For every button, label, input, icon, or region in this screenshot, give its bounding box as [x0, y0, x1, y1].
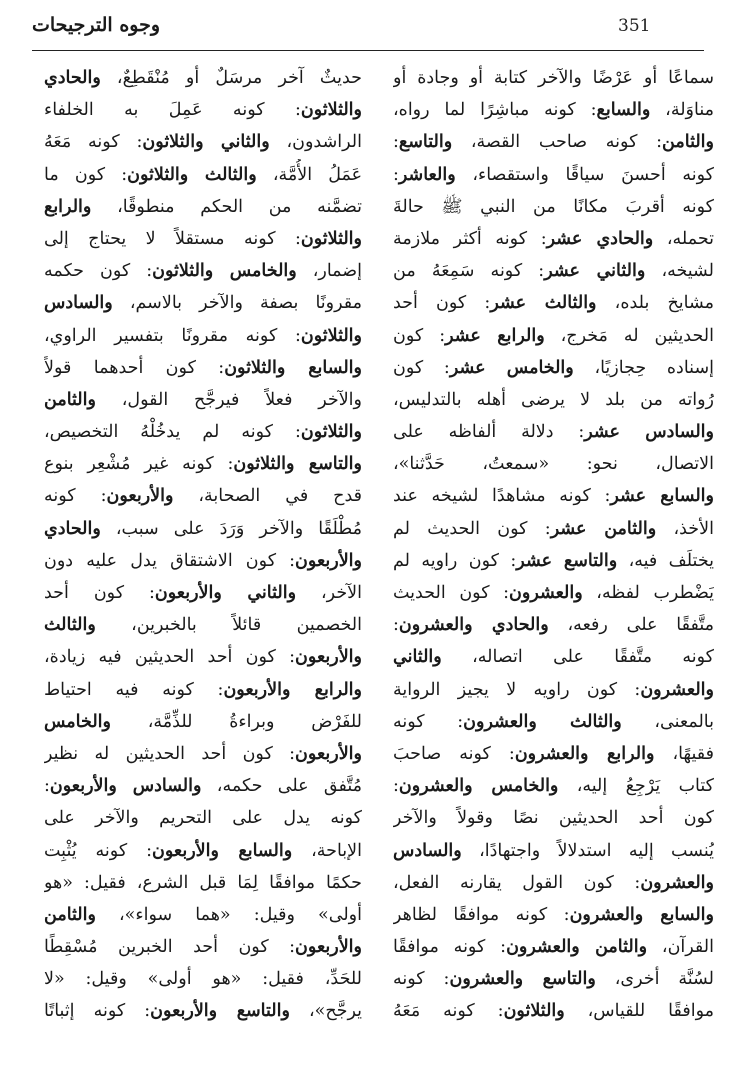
- bold-ordinal-term: والعشرون: [640, 679, 714, 700]
- text-run: : كون: [393, 357, 450, 378]
- text-line: [44, 480, 362, 512]
- text-line: [44, 867, 362, 899]
- bold-ordinal-term: والثلاثون: [300, 325, 362, 346]
- text-line: [44, 384, 362, 416]
- text-line: [44, 255, 362, 287]
- bold-ordinal-term: والثلاثون: [300, 422, 362, 443]
- text-run: الحديثين له مَخرج،: [544, 325, 714, 346]
- bold-ordinal-term: والعاشر: [398, 164, 456, 185]
- bold-ordinal-term: والعشرون: [640, 872, 714, 893]
- text-line: [393, 835, 714, 867]
- text-run: : كون حكمه: [44, 261, 153, 282]
- bold-ordinal-term: والثلاثون: [300, 228, 362, 249]
- text-line: [44, 577, 362, 609]
- text-run: : كون الاشتقاق يدل عليه دون: [44, 550, 296, 571]
- text-line: [393, 320, 714, 352]
- text-run: مقرونًا بصفة والآخر بالاسم،: [112, 293, 362, 314]
- text-run: : كون أحد: [393, 293, 491, 314]
- text-line: [393, 609, 714, 641]
- bold-ordinal-term: والسابع والأربعون: [151, 840, 293, 861]
- text-run: يَضْطرب لفظه،: [582, 583, 714, 603]
- text-run: والآخر فعلاً فيرجَّح القول،: [95, 389, 362, 410]
- text-run: : كون القول يقارنه الفعل،: [393, 872, 641, 893]
- text-line: [44, 706, 362, 738]
- bold-ordinal-term: والسابع: [596, 100, 651, 121]
- page-header: [32, 14, 704, 51]
- text-run: : كون الحديث: [393, 583, 510, 603]
- text-run: كتاب يَرْجِعُ إليه،: [558, 776, 714, 797]
- text-run: : كونه إثباتًا: [44, 1001, 151, 1022]
- text-run: : كون: [393, 325, 446, 346]
- text-run: الأخذ،: [656, 518, 714, 539]
- bold-ordinal-term: والخامس والعشرون: [398, 776, 559, 797]
- text-run: يختلَف فيه،: [617, 550, 714, 571]
- bold-ordinal-term: والتاسع: [398, 132, 453, 153]
- text-line: [44, 770, 362, 802]
- text-run: : كون الحديث لم: [393, 518, 551, 539]
- bold-ordinal-term: والرابع والعشرون: [514, 743, 655, 764]
- text-run: : كونه مباشِرًا لما رواه،: [393, 100, 597, 121]
- bold-ordinal-term: والرابع: [44, 196, 92, 217]
- text-run: كونه أحسنَ سياقًا واستقصاء،: [455, 164, 714, 185]
- text-run: القرآن،: [647, 937, 714, 958]
- text-run: يرجَّح»،: [289, 1001, 362, 1022]
- text-run: حكمًا موافقًا لِمَا قبل الشرع، فقيل: «هو: [44, 872, 362, 893]
- text-run: الإباحة،: [292, 840, 362, 861]
- text-run: تضمَّنه من الحكم منطوقًا،: [91, 196, 362, 217]
- text-line: [393, 931, 714, 963]
- right-text-column: [393, 62, 714, 1028]
- text-line: [393, 706, 714, 738]
- text-line: [44, 126, 362, 158]
- text-run: : كونه مشاهدًا لشيخه عند: [393, 486, 611, 507]
- bold-ordinal-term: والتاسع والعشرون: [449, 969, 596, 990]
- text-run: مُطْلَقًا والآخر وَرَدَ على سبب،: [100, 518, 362, 539]
- text-run: : كونه صاحب القصة،: [452, 132, 663, 153]
- text-line: [393, 223, 714, 255]
- bold-ordinal-term: والرابع عشر: [445, 325, 545, 346]
- left-text-column: [44, 62, 362, 1028]
- bold-ordinal-term: والثلاثون: [503, 1001, 565, 1022]
- text-line: [393, 352, 714, 384]
- text-line: [44, 416, 362, 448]
- text-run: :: [393, 164, 399, 185]
- text-line: [393, 94, 714, 126]
- text-run: أولى» وقيل: «هما سواء»،: [95, 904, 362, 925]
- text-line: [44, 674, 362, 706]
- bold-ordinal-term: والثالث والعشرون: [463, 711, 622, 732]
- text-line: [44, 545, 362, 577]
- bold-ordinal-term: والثاني والأربعون: [154, 583, 297, 603]
- bold-ordinal-term: والأربعون: [106, 486, 174, 507]
- text-line: [393, 255, 714, 287]
- text-line: [393, 674, 714, 706]
- bold-ordinal-term: والحادي: [44, 68, 101, 88]
- text-run: : كونه: [44, 486, 107, 507]
- bold-ordinal-term: والثاني والثلاثون: [142, 132, 270, 153]
- text-run: مناوَلة،: [650, 100, 714, 121]
- text-run: : كون أحدهما قولاً: [44, 357, 225, 378]
- bold-ordinal-term: والثاني: [393, 647, 442, 668]
- text-run: سماعًا أو عَرْضًا والآخر كتابة أو وجادة أو: [393, 68, 714, 88]
- bold-ordinal-term: والأربعون: [295, 937, 362, 958]
- text-line: [44, 191, 362, 223]
- text-run: : كونه مقرونًا بتفسير الراوي،: [44, 325, 301, 346]
- text-line: [44, 448, 362, 480]
- bold-ordinal-term: والخامس عشر: [449, 357, 574, 378]
- text-run: تحمله،: [653, 228, 714, 249]
- text-run: عَمَلُ الأُمَّة،: [256, 164, 362, 185]
- text-run: : كون ما: [44, 164, 128, 185]
- bold-ordinal-term: والثاني عشر: [544, 261, 646, 282]
- bold-ordinal-term: والسابع عشر: [610, 486, 714, 507]
- text-line: [44, 899, 362, 931]
- text-line: [393, 287, 714, 319]
- text-line: [44, 835, 362, 867]
- page-number: 351: [618, 16, 651, 36]
- bold-ordinal-term: والسادس: [44, 293, 113, 314]
- bold-ordinal-term: والخامس والثلاثون: [152, 261, 297, 282]
- text-run: : كونه يُثْبِت: [44, 840, 152, 861]
- text-line: [393, 899, 714, 931]
- bold-ordinal-term: والعشرون: [509, 583, 583, 603]
- text-run: :: [393, 132, 399, 153]
- text-run: الاتصال، نحو: «سمعتُ، حَدَّثنا»،: [393, 454, 714, 475]
- bold-ordinal-term: والسابع والعشرون: [569, 904, 714, 925]
- bold-ordinal-term: والأربعون: [295, 647, 362, 668]
- text-run: مشايخ بلده،: [596, 293, 714, 314]
- text-run: : كون راويه لم: [393, 550, 517, 571]
- text-line: [393, 513, 714, 545]
- text-line: [44, 802, 362, 834]
- text-run: للحَدِّ، فقيل: «هو أولى» وقيل: «لا: [44, 969, 362, 990]
- text-run: :: [393, 615, 399, 636]
- text-run: :: [44, 776, 50, 797]
- text-line: [393, 416, 714, 448]
- text-line: [393, 770, 714, 802]
- bold-ordinal-term: والثامن: [662, 132, 714, 153]
- bold-ordinal-term: والثامن: [44, 904, 96, 925]
- text-line: [44, 931, 362, 963]
- text-run: : كون أحد الحديثين له نظير: [44, 743, 296, 764]
- text-run: : كونه مستقلاً لا يحتاج إلى: [44, 228, 301, 249]
- text-run: : كونه: [393, 711, 464, 732]
- text-run: إسناده حِجازيًا،: [573, 357, 714, 378]
- text-run: : كونه سَمِعَهُ من: [393, 261, 545, 282]
- text-run: مُتَّفق على حكمه،: [201, 776, 362, 797]
- text-run: : كونه فيه احتياط: [44, 679, 224, 700]
- bold-ordinal-term: والتاسع عشر: [516, 550, 618, 571]
- text-run: بالمعنى،: [621, 711, 714, 732]
- text-run: للفَرْض وبراءةُ للذِّمَّة،: [110, 711, 362, 732]
- text-line: [44, 963, 362, 995]
- text-line: [393, 62, 714, 94]
- text-run: يُنسب إليه استدلالاً واجتهادًا،: [461, 840, 714, 861]
- bold-ordinal-term: والسادس: [393, 840, 462, 861]
- text-run: لشيخه،: [645, 261, 714, 282]
- text-line: [393, 963, 714, 995]
- text-run: : كونه مَعَهُ: [393, 1001, 504, 1022]
- text-line: [44, 320, 362, 352]
- bold-ordinal-term: والسابع والثلاثون: [224, 357, 362, 378]
- text-run: كونه يدل على التحريم والآخر على: [44, 808, 362, 829]
- text-line: [393, 384, 714, 416]
- text-run: لسُنَّة أخرى،: [595, 969, 714, 990]
- text-run: قدح في الصحابة،: [173, 486, 362, 507]
- text-line: [393, 545, 714, 577]
- text-line: [393, 738, 714, 770]
- text-line: [393, 577, 714, 609]
- bold-ordinal-term: والحادي عشر: [546, 228, 654, 249]
- text-run: موافقًا للقياس،: [564, 1001, 714, 1022]
- bold-ordinal-term: والثلاثون: [300, 100, 362, 121]
- text-run: فقيهًا،: [654, 743, 714, 764]
- text-run: إضمار،: [296, 261, 362, 282]
- bold-ordinal-term: والثامن والعشرون: [506, 937, 648, 958]
- text-line: [44, 995, 362, 1027]
- text-line: [44, 641, 362, 673]
- text-line: [393, 480, 714, 512]
- bold-ordinal-term: والحادي: [44, 518, 101, 539]
- text-run: كونه أقربَ مكانًا من النبي ﷺ حالةَ: [393, 196, 714, 217]
- text-run: : كونه: [393, 969, 450, 990]
- text-run: : كونه موافقًا: [393, 937, 507, 958]
- text-line: [44, 159, 362, 191]
- bold-ordinal-term: والتاسع والثلاثون: [233, 454, 362, 475]
- text-run: الخصمين قائلاً بالخبرين،: [95, 615, 362, 636]
- bold-ordinal-term: والثالث: [44, 615, 96, 636]
- text-run: : كونه أكثر ملازمة: [393, 228, 547, 249]
- text-run: :: [393, 776, 399, 797]
- bold-ordinal-term: والخامس: [44, 711, 111, 732]
- text-run: : كونه مَعَهُ: [44, 132, 143, 153]
- text-run: الآخر،: [296, 583, 362, 603]
- text-run: : كونه غير مُشْعِر بنوع: [44, 454, 234, 475]
- bold-ordinal-term: والسادس عشر: [584, 422, 714, 443]
- text-run: متَّفقًا على رفعه،: [548, 615, 714, 636]
- text-line: [393, 191, 714, 223]
- text-line: [44, 287, 362, 319]
- text-line: [44, 94, 362, 126]
- bold-ordinal-term: والأربعون: [295, 550, 362, 571]
- bold-ordinal-term: والحادي والعشرون: [398, 615, 549, 636]
- text-run: : كون أحد الخبرين مُسْقِطًا: [44, 937, 296, 958]
- bold-ordinal-term: والرابع والأربعون: [223, 679, 362, 700]
- text-line: [44, 223, 362, 255]
- text-line: [393, 126, 714, 158]
- text-line: [393, 159, 714, 191]
- bold-ordinal-term: والثالث عشر: [490, 293, 597, 314]
- text-line: [393, 641, 714, 673]
- text-run: : كونه لم يدخُلْهُ التخصيص،: [44, 422, 301, 443]
- text-line: [393, 802, 714, 834]
- text-line: [44, 738, 362, 770]
- text-run: : كون أحد: [44, 583, 155, 603]
- text-line: [393, 448, 714, 480]
- text-run: : كونه صاحبَ: [393, 743, 515, 764]
- text-run: كونه متَّفقًا على اتصاله،: [441, 647, 714, 668]
- text-run: : كون راويه لا يجيز الرواية: [393, 679, 641, 700]
- bold-ordinal-term: والسادس والأربعون: [49, 776, 202, 797]
- text-run: كون أحد الحديثين نصًا وقولاً والآخر: [393, 808, 714, 829]
- text-line: [44, 352, 362, 384]
- text-run: حديثٌ آخر مرسَلٌ أو مُنْقَطِعٌ،: [100, 68, 362, 88]
- running-title: وجوه الترجيحات: [32, 14, 161, 36]
- text-run: : كونه عَمِلَ به الخلفاء: [44, 100, 301, 121]
- bold-ordinal-term: والثامن عشر: [550, 518, 657, 539]
- text-run: الراشدون،: [269, 132, 362, 153]
- text-line: [393, 867, 714, 899]
- bold-ordinal-term: والتاسع والأربعون: [150, 1001, 290, 1022]
- text-run: : دلالة ألفاظه على: [393, 422, 585, 443]
- text-line: [44, 62, 362, 94]
- text-run: رُواته من بلد لا يرضى أهله بالتدليس،: [393, 389, 714, 410]
- bold-ordinal-term: والثالث والثلاثون: [127, 164, 257, 185]
- text-run: : كونه موافقًا لظاهر: [393, 904, 570, 925]
- bold-ordinal-term: والأربعون: [295, 743, 362, 764]
- text-line: [44, 609, 362, 641]
- text-run: : كون أحد الحديثين فيه زيادة،: [44, 647, 296, 668]
- text-line: [44, 513, 362, 545]
- text-line: [393, 995, 714, 1027]
- bold-ordinal-term: والثامن: [44, 389, 96, 410]
